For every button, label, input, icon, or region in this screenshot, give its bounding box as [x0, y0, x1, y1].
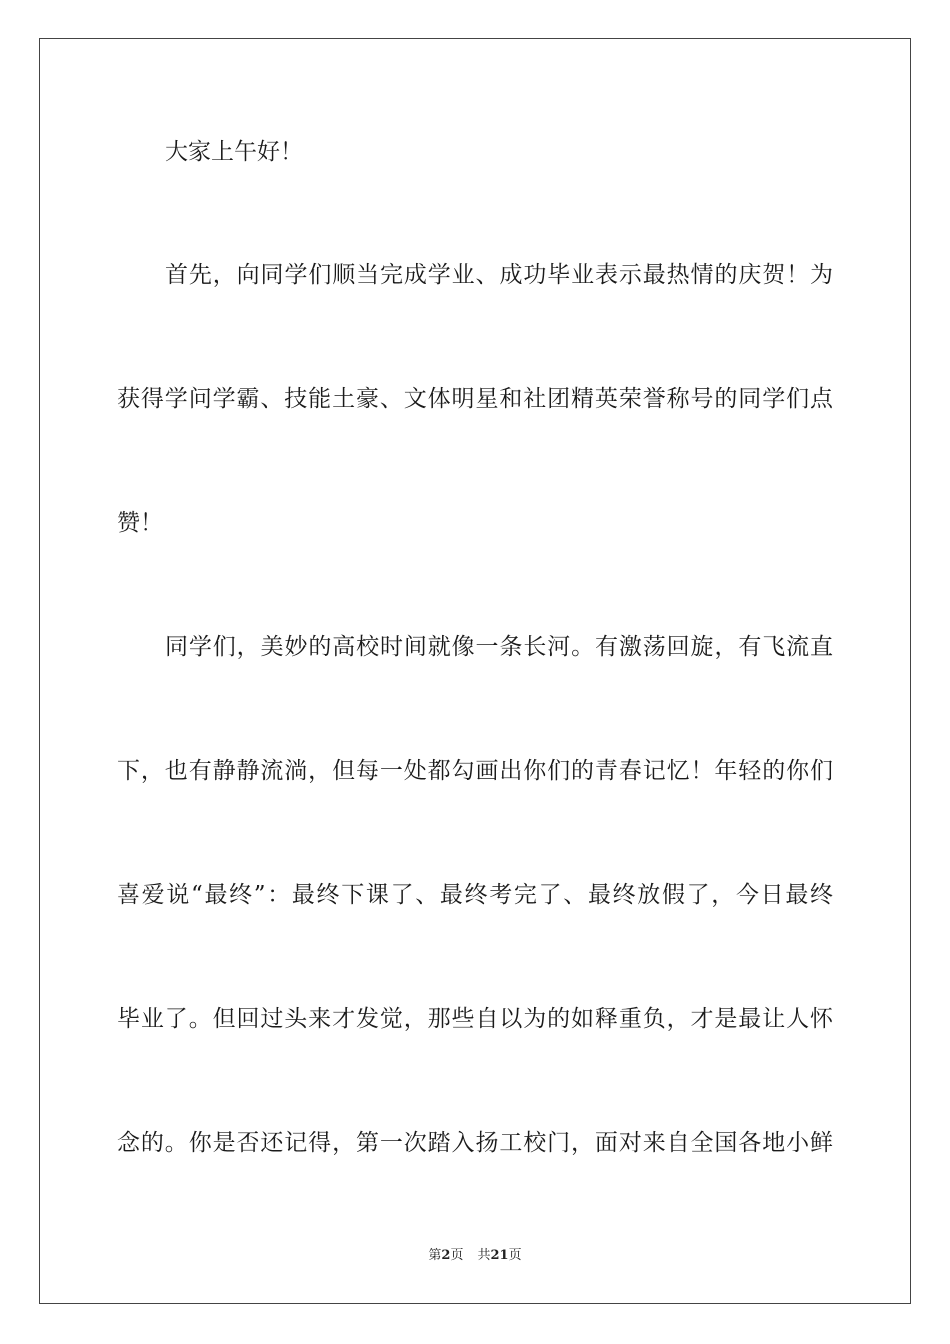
text-line: 首先，向同学们顺当完成学业、成功毕业表示最热情的庆贺！为: [165, 262, 833, 288]
text-line: 念的。你是否还记得，第一次踏入扬工校门，面对来自全国各地小鲜: [117, 1130, 833, 1156]
total-suffix: 页: [508, 1248, 522, 1263]
text-line: 赞！: [117, 510, 163, 536]
page-footer: [0, 1247, 950, 1265]
text-line: 下，也有静静流淌，但每一处都勾画出你们的青春记忆！年轻的你们: [117, 758, 833, 784]
total-prefix: 共: [477, 1248, 491, 1263]
total-pages: 21: [490, 1248, 509, 1263]
text-line-greeting: 大家上午好！: [165, 139, 303, 165]
text-line: 获得学问学霸、技能土豪、文体明星和社团精英荣誉称号的同学们点: [117, 386, 833, 412]
text-line: 毕业了。但回过头来才发觉，那些自以为的如释重负，才是最让人怀: [117, 1006, 833, 1032]
page-number: 2: [441, 1248, 451, 1263]
page-frame: [39, 38, 911, 1304]
text-line: 同学们，美妙的高校时间就像一条长河。有激荡回旋，有飞流直: [165, 634, 833, 660]
page-prefix: 第: [428, 1248, 442, 1263]
text-line: 喜爱说“最终”：最终下课了、最终考完了、最终放假了，今日最终: [117, 882, 833, 908]
page-suffix: 页: [450, 1248, 464, 1263]
